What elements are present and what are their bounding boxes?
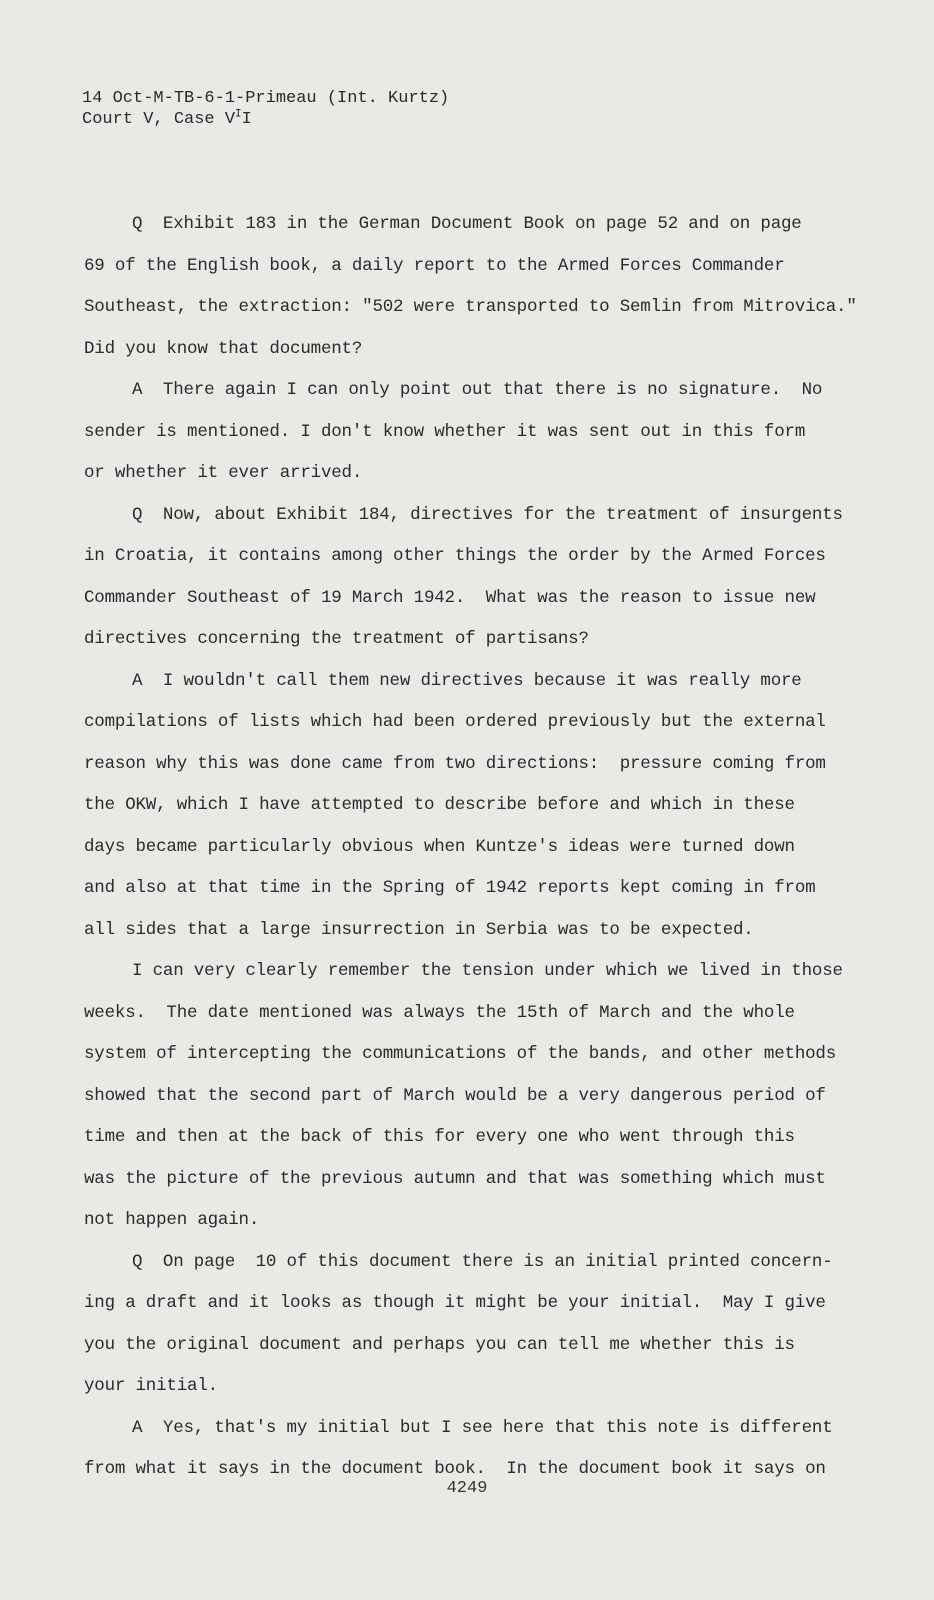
transcript-line: Q Exhibit 183 in the German Document Book on page 52 and on page	[132, 214, 802, 234]
transcript-line: directives concerning the treatment of partisans?	[84, 629, 589, 649]
transcript-line: or whether it ever arrived.	[84, 463, 363, 483]
transcript-line: A Yes, that's my initial but I see here that this note is different	[132, 1417, 833, 1438]
transcript-line: A I wouldn't call them new directives because it was really more	[132, 670, 802, 691]
transcript-line: and also at that time in the Spring of 1942 reports kept coming in from	[84, 878, 816, 898]
transcript-line: Commander Southeast of 19 March 1942. What was the reason to issue new	[84, 587, 816, 608]
transcript-line: Q On page 10 of this document there is an initial printed concern-	[132, 1251, 833, 1272]
transcript-line: the OKW, which I have attempted to describe before and which in these	[84, 795, 795, 815]
transcript-line: in Croatia, it contains among other things the order by the Armed Forces	[84, 546, 826, 566]
transcript-line: your initial.	[84, 1376, 218, 1396]
transcript-body	[84, 204, 857, 1491]
transcript-line: you the original document and perhaps you can tell me whether this is	[84, 1334, 795, 1355]
transcript-line: reason why this was done came from two directions: pressure coming from	[84, 753, 826, 774]
transcript-line: system of intercepting the communications of the bands, and other methods	[84, 1044, 837, 1064]
transcript-line: Did you know that document?	[84, 338, 363, 359]
document-header	[82, 88, 449, 130]
transcript-line: 69 of the English book, a daily report to the Armed Forces Commander	[84, 255, 785, 276]
transcript-line: A There again I can only point out that there is no signature. No	[132, 380, 823, 400]
transcript-line: showed that the second part of March would be a very dangerous period of	[84, 1085, 826, 1106]
transcript-line: days became particularly obvious when Kuntze's ideas were turned down	[84, 836, 795, 857]
transcript-line: all sides that a large insurrection in Serbia was to be expected.	[84, 919, 754, 940]
transcript-line: not happen again.	[84, 1210, 260, 1230]
page-number: 4249	[446, 1479, 488, 1498]
transcript-line: time and then at the back of this for every one who went through this	[84, 1127, 795, 1147]
transcript-line: sender is mentioned. I don't know whether it was sent out in this form	[84, 421, 806, 442]
header-court-case-suffix: I	[241, 110, 252, 129]
transcript-line: Southeast, the extraction: "502 were transported to Semlin from Mitrovica."	[84, 297, 857, 317]
transcript-line: from what it says in the document book. In the document book it says on	[84, 1459, 826, 1479]
header-court-case-line	[82, 109, 449, 130]
transcript-line: I can very clearly remember the tension under which we lived in those	[132, 961, 843, 981]
transcript-line: ing a draft and it looks as though it might be your initial. May I give	[84, 1293, 826, 1313]
transcript-line: compilations of lists which had been ordered previously but the external	[84, 712, 826, 732]
transcript-line: was the picture of the previous autumn and that was something which must	[84, 1168, 826, 1189]
transcript-line: Q Now, about Exhibit 184, directives for the treatment of insurgents	[132, 504, 843, 525]
header-court-case-prefix: Court V, Case V	[82, 110, 236, 129]
header-reference-line: 14 Oct-M-TB-6-1-Primeau (Int. Kurtz)	[82, 89, 450, 108]
header-case-superscript: I	[235, 108, 242, 121]
transcript-line: weeks. The date mentioned was always the 15th of March and the whole	[84, 1002, 795, 1023]
